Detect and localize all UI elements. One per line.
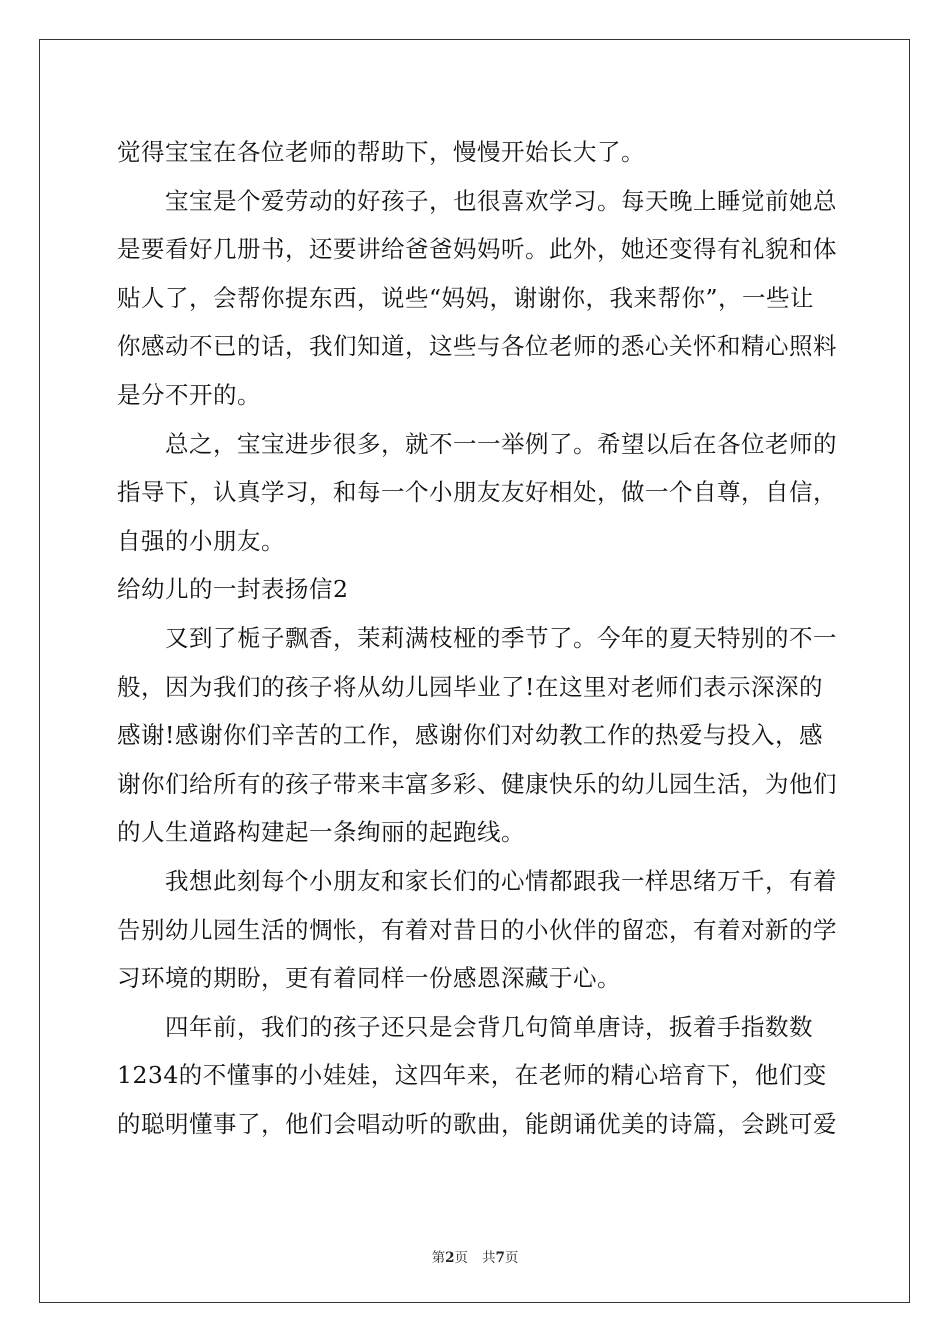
page-prefix: 第 bbox=[431, 1250, 446, 1266]
text-line: 感谢!感谢你们辛苦的工作，感谢你们对幼教工作的热爱与投入，感 bbox=[117, 721, 823, 750]
text-line: 自强的小朋友。 bbox=[117, 526, 285, 555]
total-prefix: 共 bbox=[482, 1250, 496, 1266]
page-suffix: 页 bbox=[454, 1250, 468, 1266]
text-line: 谢你们给所有的孩子带来丰富多彩、健康快乐的幼儿园生活，为他们 bbox=[117, 769, 837, 798]
text-line: 是要看好几册书，还要讲给爸爸妈妈听。此外，她还变得有礼貌和体 bbox=[117, 235, 837, 264]
page-footer bbox=[0, 1246, 950, 1266]
total-suffix: 页 bbox=[504, 1250, 519, 1266]
text-line: 的人生道路构建起一条绚丽的起跑线。 bbox=[117, 818, 525, 847]
page-number: 2 bbox=[445, 1250, 455, 1266]
document-body bbox=[117, 128, 837, 1148]
paragraph-start-line: 我想此刻每个小朋友和家长们的心情都跟我一样思绪万千，有着 bbox=[165, 866, 837, 895]
text-line: 般，因为我们的孩子将从幼儿园毕业了!在这里对老师们表示深深的 bbox=[117, 672, 823, 701]
section-heading: 给幼儿的一封表扬信2 bbox=[117, 575, 349, 604]
paragraph-start-line: 宝宝是个爱劳动的好孩子，也很喜欢学习。每天晚上睡觉前她总 bbox=[165, 186, 837, 215]
text-line: 觉得宝宝在各位老师的帮助下，慢慢开始长大了。 bbox=[117, 138, 645, 166]
paragraph-start-line: 总之，宝宝进步很多，就不一一举例了。希望以后在各位老师的 bbox=[165, 429, 837, 458]
text-line: 你感动不已的话，我们知道，这些与各位老师的悉心关怀和精心照料 bbox=[117, 332, 837, 361]
text-line: 的聪明懂事了，他们会唱动听的歌曲，能朗诵优美的诗篇，会跳可爱 bbox=[117, 1109, 837, 1138]
text-line: 贴人了，会帮你提东西，说些“妈妈，谢谢你，我来帮你”，一些让 bbox=[117, 283, 815, 312]
text-line: 1234的不懂事的小娃娃，这四年来，在老师的精心培育下，他们变 bbox=[117, 1061, 827, 1090]
text-line: 指导下，认真学习，和每一个小朋友友好相处，做一个自尊，自信， bbox=[117, 478, 837, 507]
text-line: 是分不开的。 bbox=[117, 380, 261, 409]
text-line: 习环境的期盼，更有着同样一份感恩深藏于心。 bbox=[117, 964, 621, 993]
total-pages: 7 bbox=[495, 1250, 505, 1266]
paragraph-start-line: 又到了栀子飘香，茉莉满枝桠的季节了。今年的夏天特别的不一 bbox=[165, 623, 837, 652]
text-line: 告别幼儿园生活的惆怅，有着对昔日的小伙伴的留恋，有着对新的学 bbox=[117, 915, 837, 944]
paragraph-start-line: 四年前，我们的孩子还只是会背几句简单唐诗，扳着手指数数 bbox=[165, 1012, 813, 1041]
